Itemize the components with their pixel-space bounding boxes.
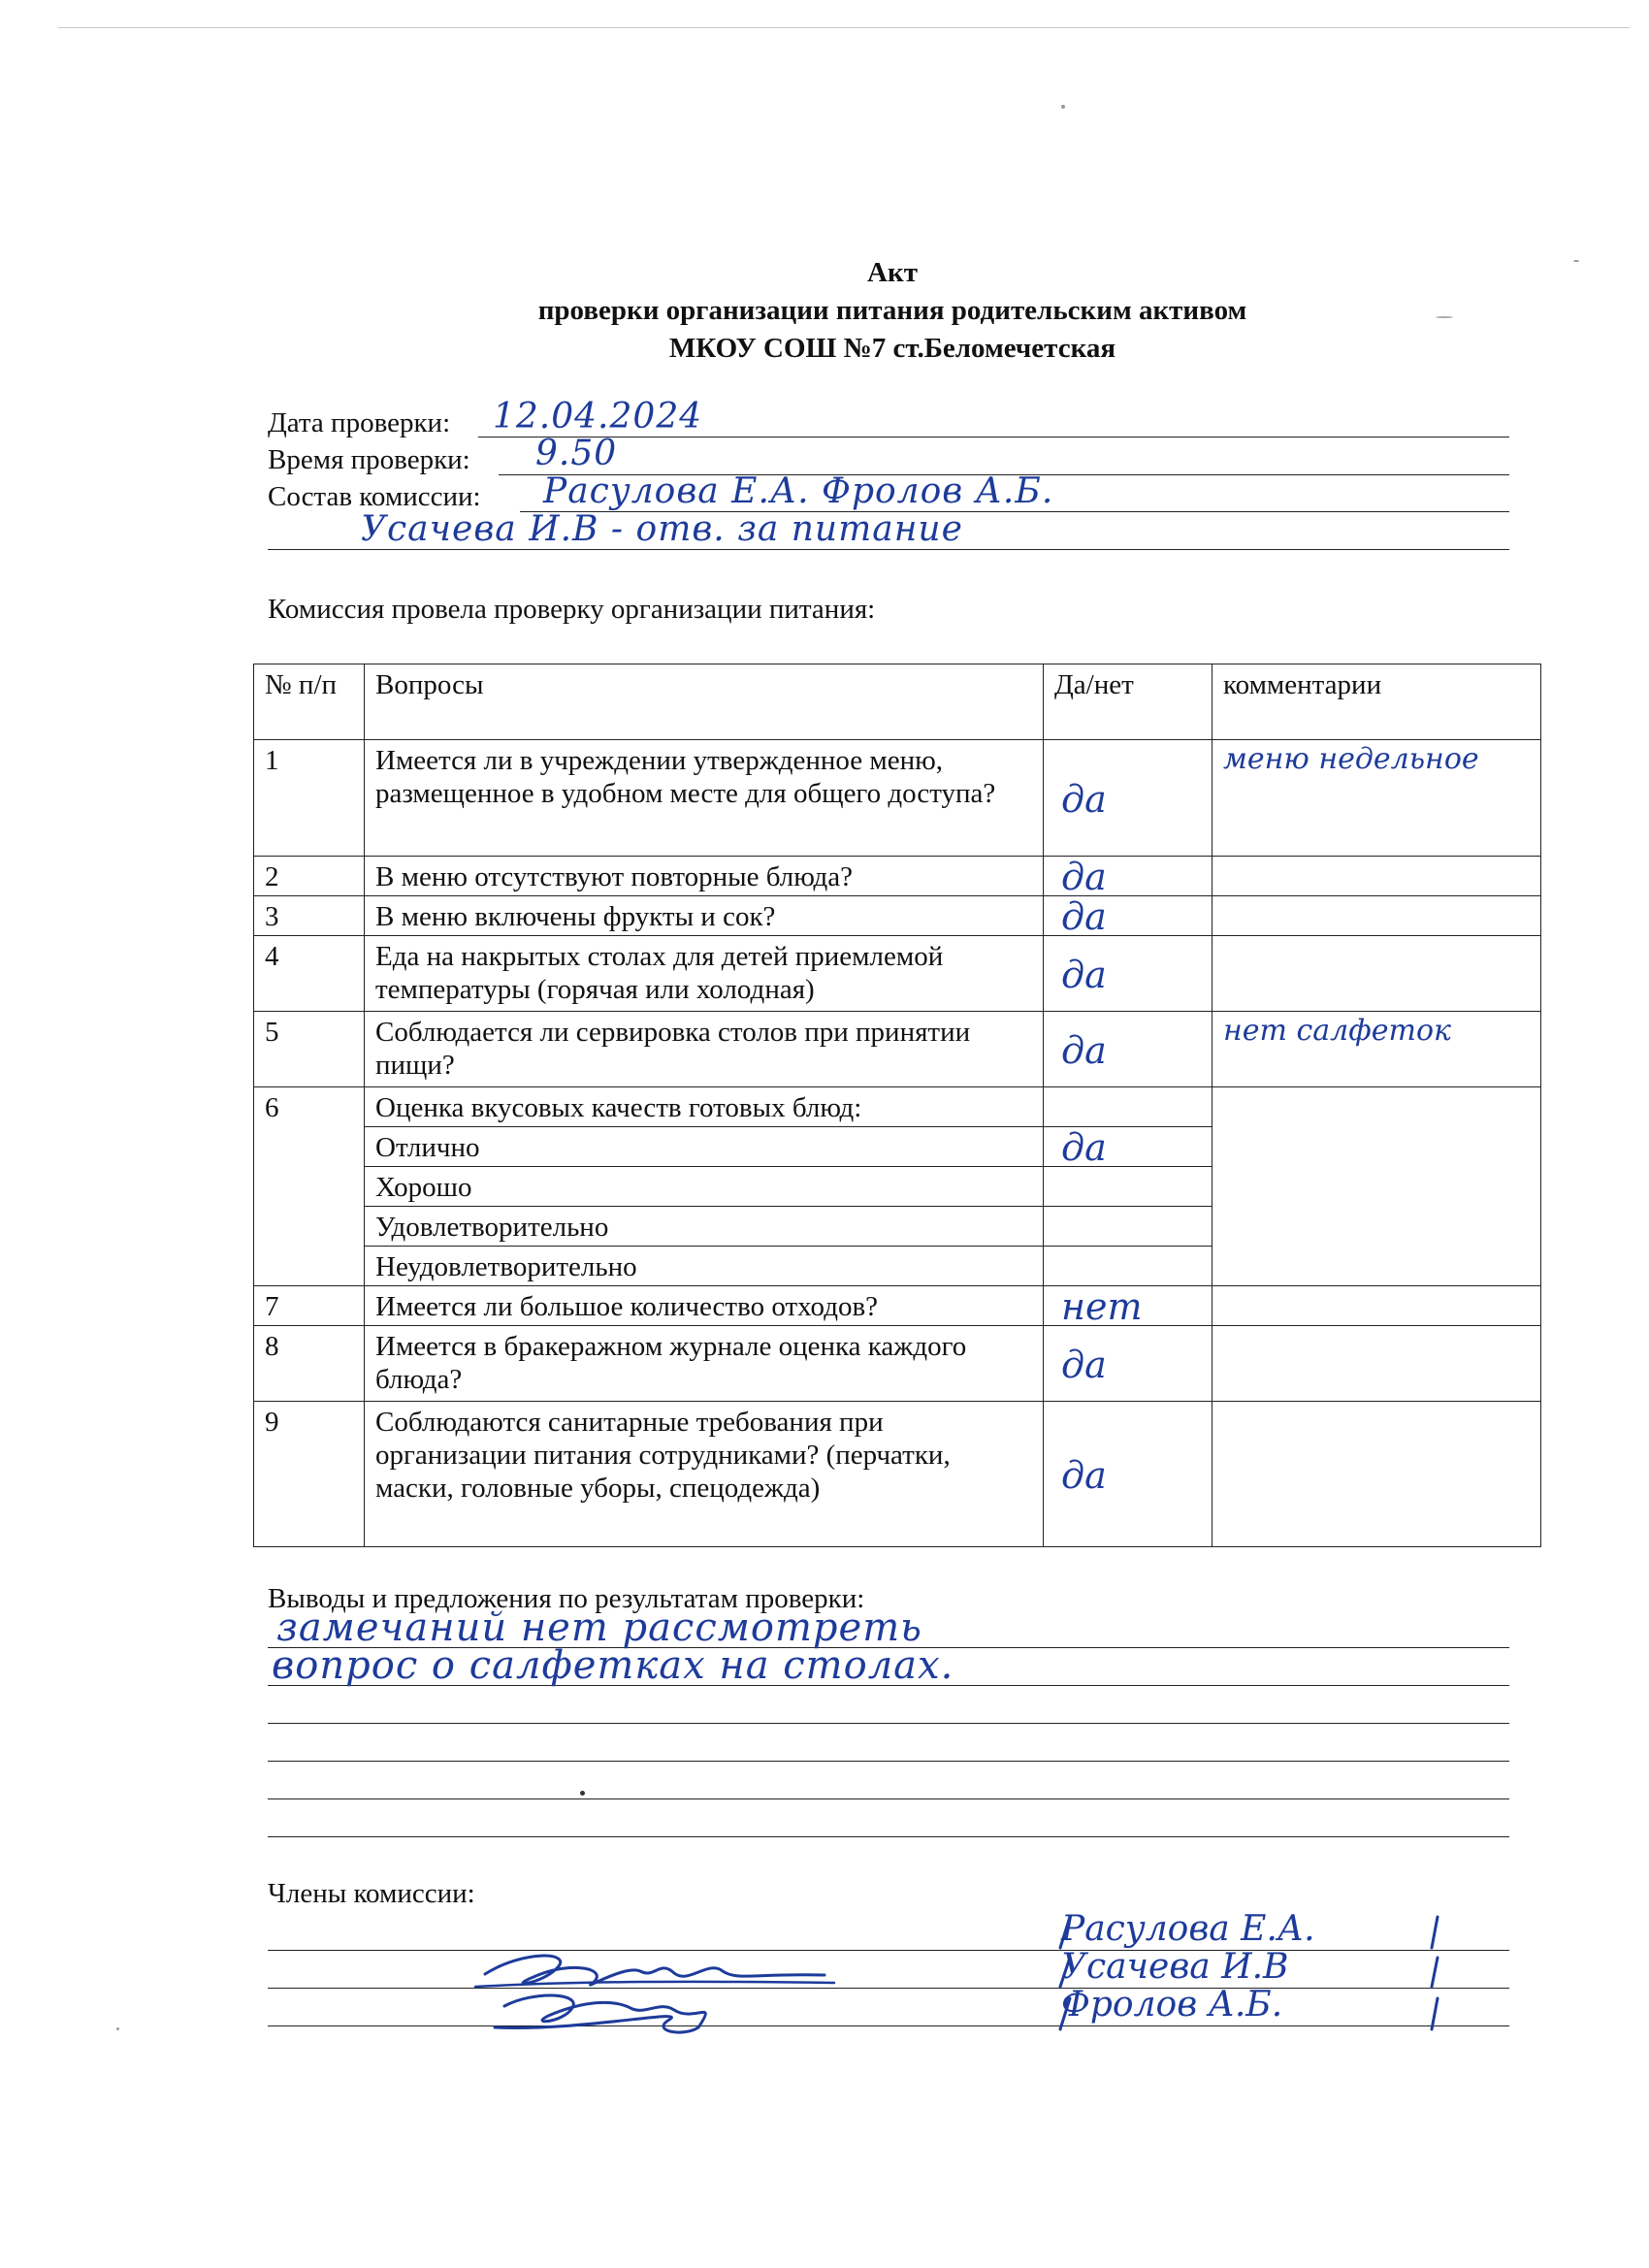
taste-option: Отлично (365, 1127, 1044, 1167)
row-answer: да (1044, 1326, 1212, 1402)
conclusion-line (268, 1761, 1509, 1762)
table-row (254, 1402, 1541, 1547)
row-question: Имеется ли большое количество отходов? (365, 1286, 1044, 1326)
taste-option-answer (1044, 1247, 1212, 1286)
header-answer: Да/нет (1044, 664, 1212, 740)
date-value: 12.04.2024 (493, 397, 703, 437)
table-row (254, 1326, 1541, 1402)
school-name: МКОУ СОШ №7 ст.Беломечетская (668, 333, 1116, 364)
scan-speck (1061, 105, 1065, 109)
row-comment (1212, 1402, 1541, 1547)
row-num: 8 (254, 1326, 365, 1402)
row-question: Соблюдается ли сервировка столов при принятии пищи? (365, 1012, 1044, 1087)
conclusion-line (268, 1723, 1509, 1724)
table-row (254, 857, 1541, 896)
taste-question: Оценка вкусовых качеств готовых блюд: (365, 1087, 1044, 1127)
taste-option-answer (1044, 1207, 1212, 1247)
row-answer: да (1044, 936, 1212, 1012)
row-comment: меню недельное (1212, 740, 1541, 857)
commission-line-2 (268, 549, 1509, 550)
document-subtitle: проверки организации питания родительским активом (537, 295, 1247, 326)
table-row (254, 1012, 1541, 1087)
table-row (254, 740, 1541, 857)
taste-option: Неудовлетворительно (365, 1247, 1044, 1286)
row-question: В меню включены фрукты и сок? (365, 896, 1044, 936)
row-answer: да (1044, 740, 1212, 857)
bracket-mark (1422, 1909, 1451, 2035)
document-title-block (252, 254, 1533, 368)
time-value: 9.50 (535, 434, 618, 473)
commission-members-2: Усачева И.В - отв. за питание (361, 509, 963, 549)
row-comment (1212, 896, 1541, 936)
row-num: 3 (254, 896, 365, 936)
date-label: Дата проверки: (268, 407, 451, 438)
row-num: 7 (254, 1286, 365, 1326)
taste-option-answer: да (1044, 1127, 1212, 1167)
document-title: Акт (867, 257, 918, 288)
conclusion-text-1: замечаний нет рассмотреть (276, 1605, 922, 1650)
member-name: Усачева И.В (1061, 1947, 1289, 1987)
row-answer: да (1044, 896, 1212, 936)
row-answer: нет (1044, 1286, 1212, 1326)
row-num: 1 (254, 740, 365, 857)
scan-edge-line (58, 27, 1630, 28)
signature-line (268, 1988, 1509, 1989)
scan-speck (1573, 260, 1579, 262)
header-comment: комментарии (1212, 664, 1541, 740)
signature-line (268, 2025, 1509, 2026)
row-question: Имеется в бракеражном журнале оценка каждого блюда? (365, 1326, 1044, 1402)
row-question: В меню отсутствуют повторные блюда? (365, 857, 1044, 896)
handwritten-signature (466, 1930, 844, 2037)
row-comment: нет салфеток (1212, 1012, 1541, 1087)
header-num: № п/п (254, 664, 365, 740)
row-num: 4 (254, 936, 365, 1012)
taste-option: Хорошо (365, 1167, 1044, 1207)
taste-answer-empty (1044, 1087, 1212, 1127)
bracket-mark (1052, 1909, 1082, 2035)
taste-row (254, 1087, 1541, 1127)
row-answer: да (1044, 857, 1212, 896)
signature-line (268, 1950, 1509, 1951)
row-comment (1212, 936, 1541, 1012)
member-name: Фролов А.Б. (1061, 1985, 1283, 2025)
table-header-row (254, 664, 1541, 740)
row-question: Имеется ли в учреждении утвержденное меню, размещенное в удобном месте для общего доступа? (365, 740, 1044, 857)
row-answer: да (1044, 1402, 1212, 1547)
table-row (254, 896, 1541, 936)
taste-option: Удовлетворительно (365, 1207, 1044, 1247)
taste-comment (1212, 1087, 1541, 1286)
members-label: Члены комиссии: (268, 1878, 475, 1909)
row-num: 2 (254, 857, 365, 896)
table-row (254, 936, 1541, 1012)
conclusion-line (268, 1836, 1509, 1837)
row-answer: да (1044, 1012, 1212, 1087)
commission-label: Состав комиссии: (268, 481, 481, 512)
time-label: Время проверки: (268, 444, 470, 475)
row-comment (1212, 1326, 1541, 1402)
member-row (268, 1947, 1509, 1989)
row-comment (1212, 857, 1541, 896)
row-question: Еда на накрытых столах для детей приемлемой температуры (горячая или холодная) (365, 936, 1044, 1012)
conclusion-line (268, 1798, 1509, 1799)
table-row (254, 1286, 1541, 1326)
row-num: 9 (254, 1402, 365, 1547)
row-question: Соблюдаются санитарные требования при организации питания сотрудниками? (перчатки, маски, головные уборы, спецодежда) (365, 1402, 1044, 1547)
scan-speck (116, 2027, 119, 2030)
member-row (268, 1909, 1509, 1951)
member-name: Расулова Е.А. (1061, 1909, 1315, 1949)
row-comment (1212, 1286, 1541, 1326)
member-row (268, 1985, 1509, 2026)
intro-text: Комиссия провела проверку организации питания: (268, 594, 876, 625)
taste-num: 6 (254, 1087, 365, 1286)
conclusions-label: Выводы и предложения по результатам проверки: (268, 1583, 865, 1614)
header-question: Вопросы (365, 664, 1044, 740)
row-num: 5 (254, 1012, 365, 1087)
commission-members-1: Расулова Е.А. Фролов А.Б. (543, 471, 1054, 511)
scan-speck (580, 1791, 585, 1796)
conclusion-text-2: вопрос о салфетках на столах. (272, 1643, 954, 1688)
questions-table (253, 664, 1541, 1547)
taste-option-answer (1044, 1167, 1212, 1207)
